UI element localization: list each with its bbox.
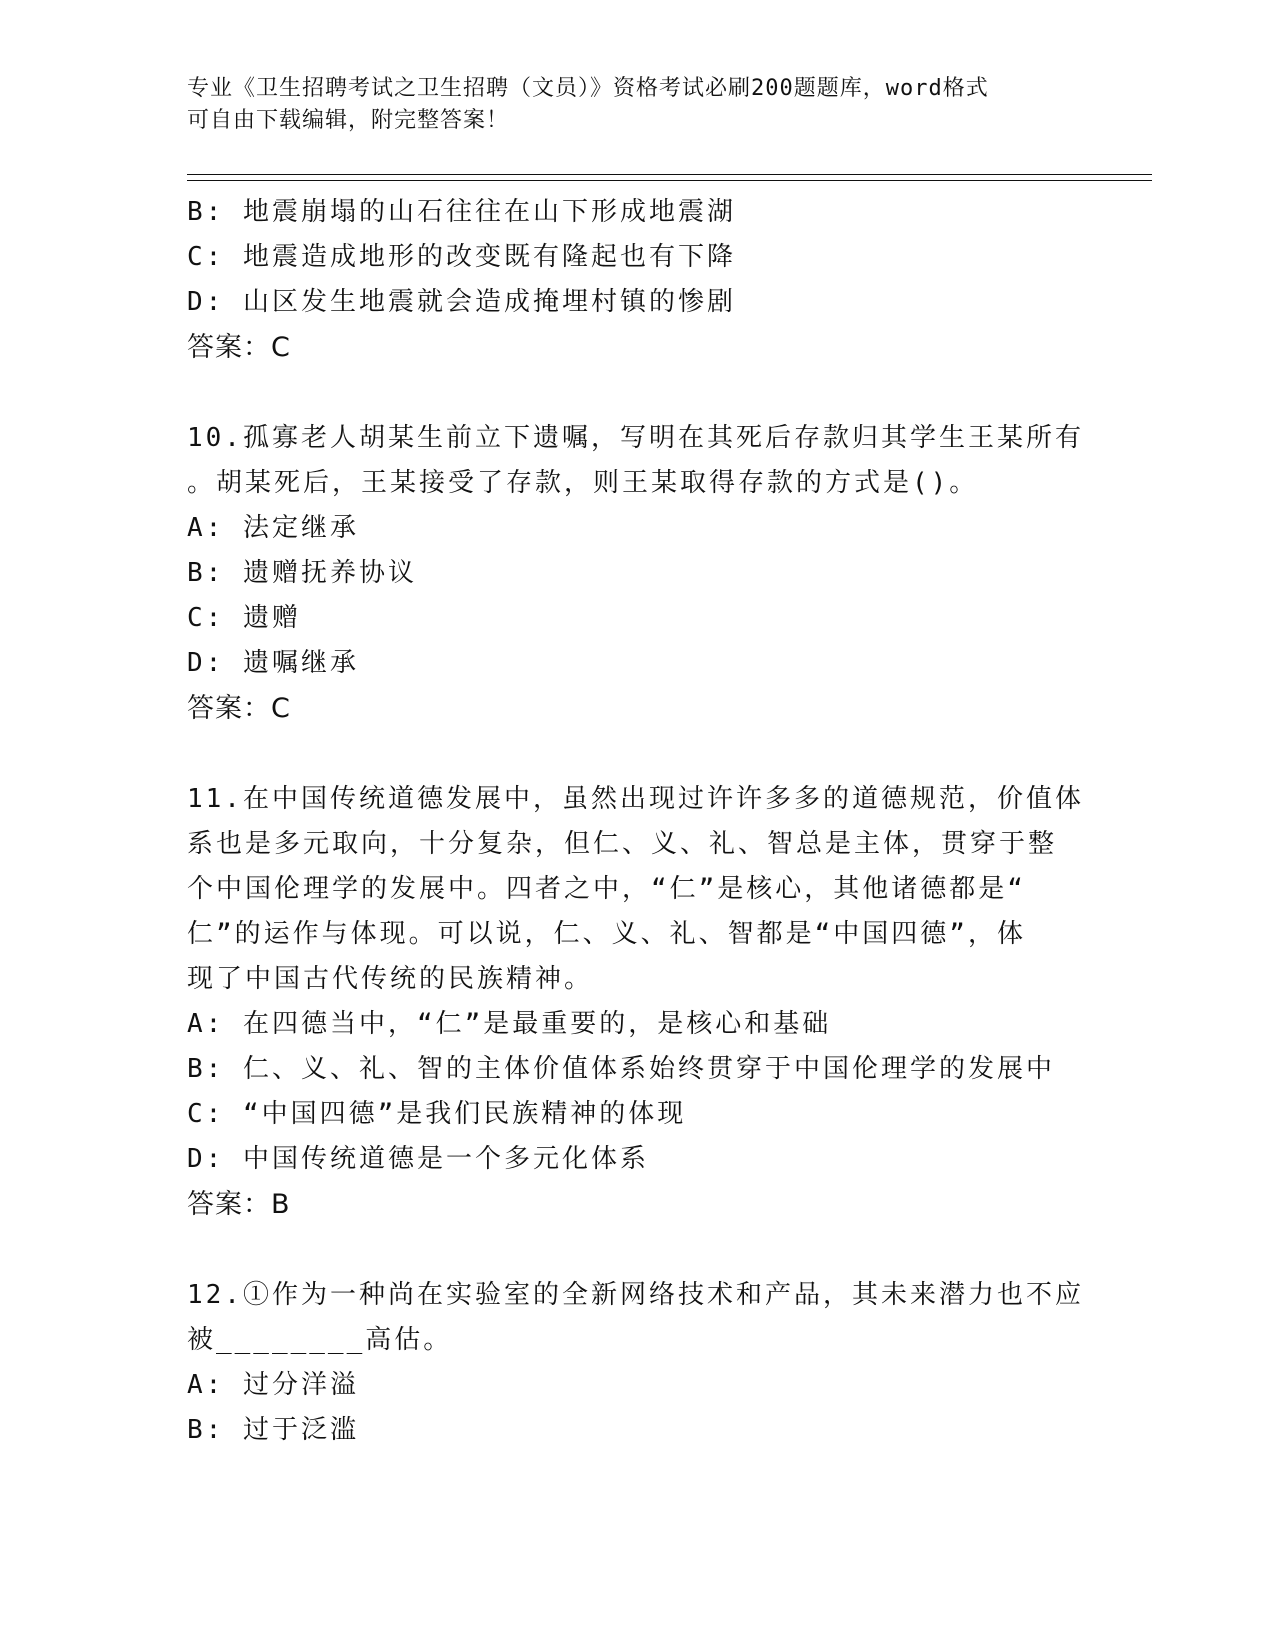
option-d: D: 中国传统道德是一个多元化体系: [187, 1144, 649, 1174]
option-b: B: 地震崩塌的山石往往在山下形成地震湖: [187, 197, 736, 227]
question-stem-line: 11.在中国传统道德发展中，虽然出现过许许多多的道德规范，价值体: [187, 784, 1084, 814]
question-10: [187, 416, 1147, 731]
question-12: [187, 1273, 1147, 1453]
option-c: C: 地震造成地形的改变既有隆起也有下降: [187, 242, 736, 272]
question-stem-line: 个中国伦理学的发展中。四者之中，“仁”是核心，其他诸德都是“: [187, 874, 1026, 904]
answer-line: 答案：B: [187, 1189, 291, 1220]
option-b: B: 遗赠抚养协议: [187, 558, 417, 588]
question-stem-line: 10.孤寡老人胡某生前立下遗嘱，写明在其死后存款归其学生王某所有: [187, 423, 1084, 453]
header-divider-top: [187, 174, 1152, 175]
question-stem-line: 12.①作为一种尚在实验室的全新网络技术和产品，其未来潜力也不应: [187, 1280, 1084, 1310]
spacer: [187, 370, 1147, 416]
question-stem-line: 现了中国古代传统的民族精神。: [187, 964, 594, 994]
option-b: B: 过于泛滥: [187, 1415, 359, 1445]
document-header: [187, 73, 1067, 137]
option-c: C: “中国四德”是我们民族精神的体现: [187, 1099, 687, 1129]
header-divider-bottom: [187, 180, 1152, 181]
option-d: D: 遗嘱继承: [187, 648, 359, 678]
option-a: A: 过分洋溢: [187, 1370, 359, 1400]
question-stem-line: 仁”的运作与体现。可以说，仁、义、礼、智都是“中国四德”，体: [187, 919, 1026, 949]
question-11: [187, 777, 1147, 1227]
option-a: A: 在四德当中，“仁”是最重要的，是核心和基础: [187, 1009, 832, 1039]
option-c: C: 遗赠: [187, 603, 301, 633]
header-title-line: 专业《卫生招聘考试之卫生招聘（文员）》资格考试必刷200题题库，word格式: [187, 76, 989, 101]
answer-line: 答案：C: [187, 332, 291, 363]
option-d: D: 山区发生地震就会造成掩埋村镇的惨剧: [187, 287, 736, 317]
option-a: A: 法定继承: [187, 513, 359, 543]
spacer: [187, 1227, 1147, 1273]
question-stem-line: 系也是多元取向，十分复杂，但仁、义、礼、智总是主体，贯穿于整: [187, 829, 1058, 859]
header-subtitle-line: 可自由下载编辑，附完整答案！: [187, 108, 510, 133]
spacer: [187, 731, 1147, 777]
question-stem-line: 。胡某死后，王某接受了存款，则王某取得存款的方式是()。: [187, 468, 979, 498]
answer-line: 答案：C: [187, 693, 291, 724]
question-list: [187, 190, 1147, 1453]
question-9: [187, 190, 1147, 370]
question-stem-line: 被________高估。: [187, 1325, 453, 1355]
option-b: B: 仁、义、礼、智的主体价值体系始终贯穿于中国伦理学的发展中: [187, 1054, 1055, 1084]
